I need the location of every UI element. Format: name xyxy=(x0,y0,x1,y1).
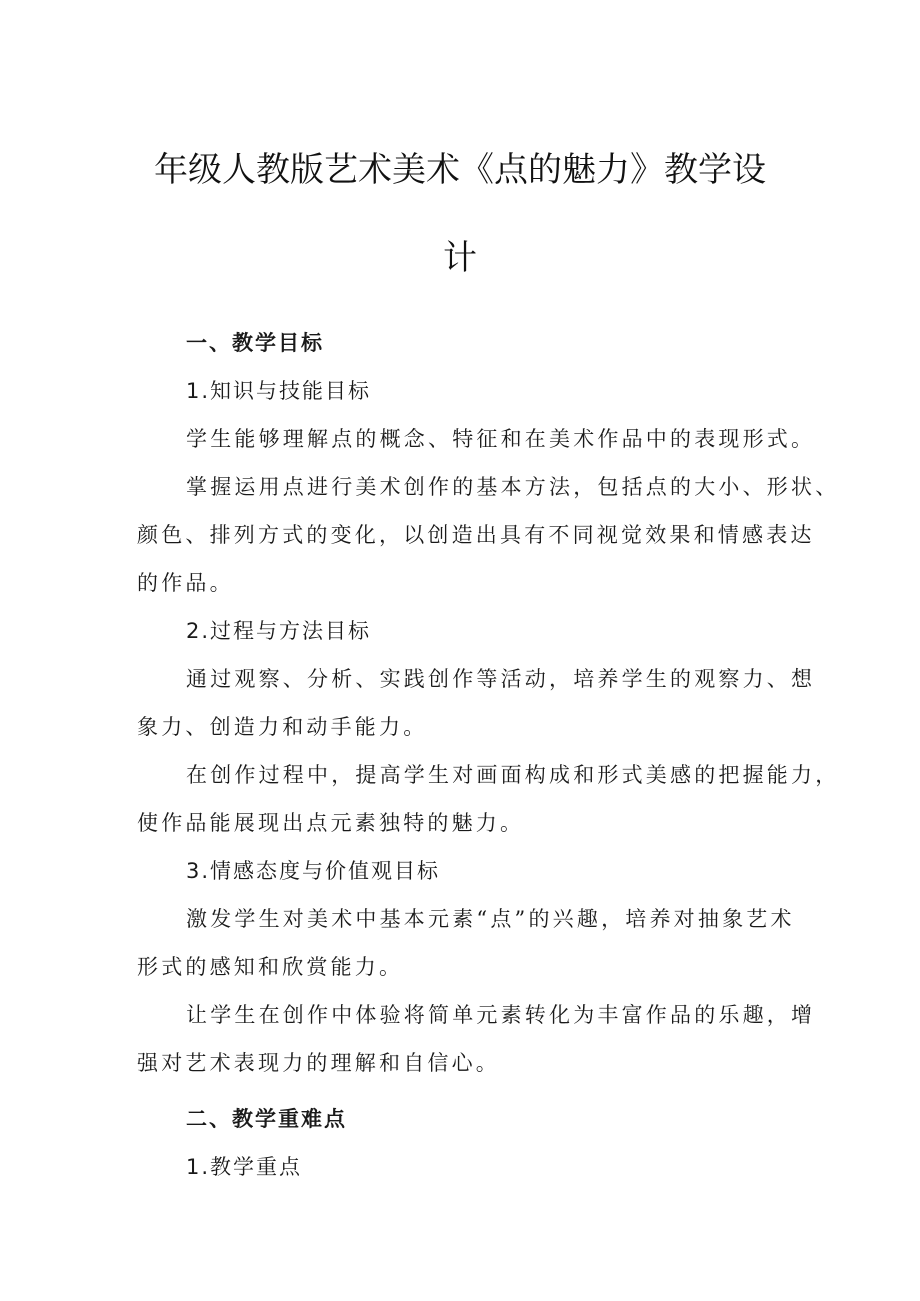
paragraph-line: 形式的感知和欣赏能力。 xyxy=(137,955,404,979)
paragraph-line: 学生能够理解点的概念、特征和在美术作品中的表现形式。 xyxy=(186,427,816,451)
section-heading-teaching-goals: 一、教学目标 xyxy=(186,331,324,355)
document-title-line-1: 年级人教版艺术美术《点的魅力》教学设 xyxy=(154,150,766,190)
subheading-knowledge-skills: 1.知识与技能目标 xyxy=(186,379,372,403)
paragraph-line: 让学生在创作中体验将简单元素转化为丰富作品的乐趣，增 xyxy=(186,1003,816,1027)
paragraph-line: 强对艺术表现力的理解和自信心。 xyxy=(137,1051,500,1075)
paragraph-line: 的作品。 xyxy=(137,571,234,595)
subheading-teaching-focus: 1.教学重点 xyxy=(186,1155,303,1179)
subheading-emotion-values: 3.情感态度与价值观目标 xyxy=(186,859,441,883)
paragraph-line: 使作品能展现出点元素独特的魅力。 xyxy=(137,811,525,835)
paragraph-line: 象力、创造力和动手能力。 xyxy=(137,715,428,739)
paragraph-line: 激发学生对美术中基本元素“点”的兴趣，培养对抽象艺术 xyxy=(186,907,795,931)
paragraph-line: 颜色、排列方式的变化，以创造出具有不同视觉效果和情感表达 xyxy=(137,523,815,547)
paragraph-line: 在创作过程中，提高学生对画面构成和形式美感的把握能力， xyxy=(186,763,840,787)
paragraph-line: 通过观察、分析、实践创作等活动，培养学生的观察力、想 xyxy=(186,667,816,691)
paragraph-line: 掌握运用点进行美术创作的基本方法，包括点的大小、形状、 xyxy=(186,475,840,499)
document-title-line-2: 计 xyxy=(443,238,477,278)
subheading-process-methods: 2.过程与方法目标 xyxy=(186,619,372,643)
section-heading-key-difficult-points: 二、教学重难点 xyxy=(186,1107,347,1131)
